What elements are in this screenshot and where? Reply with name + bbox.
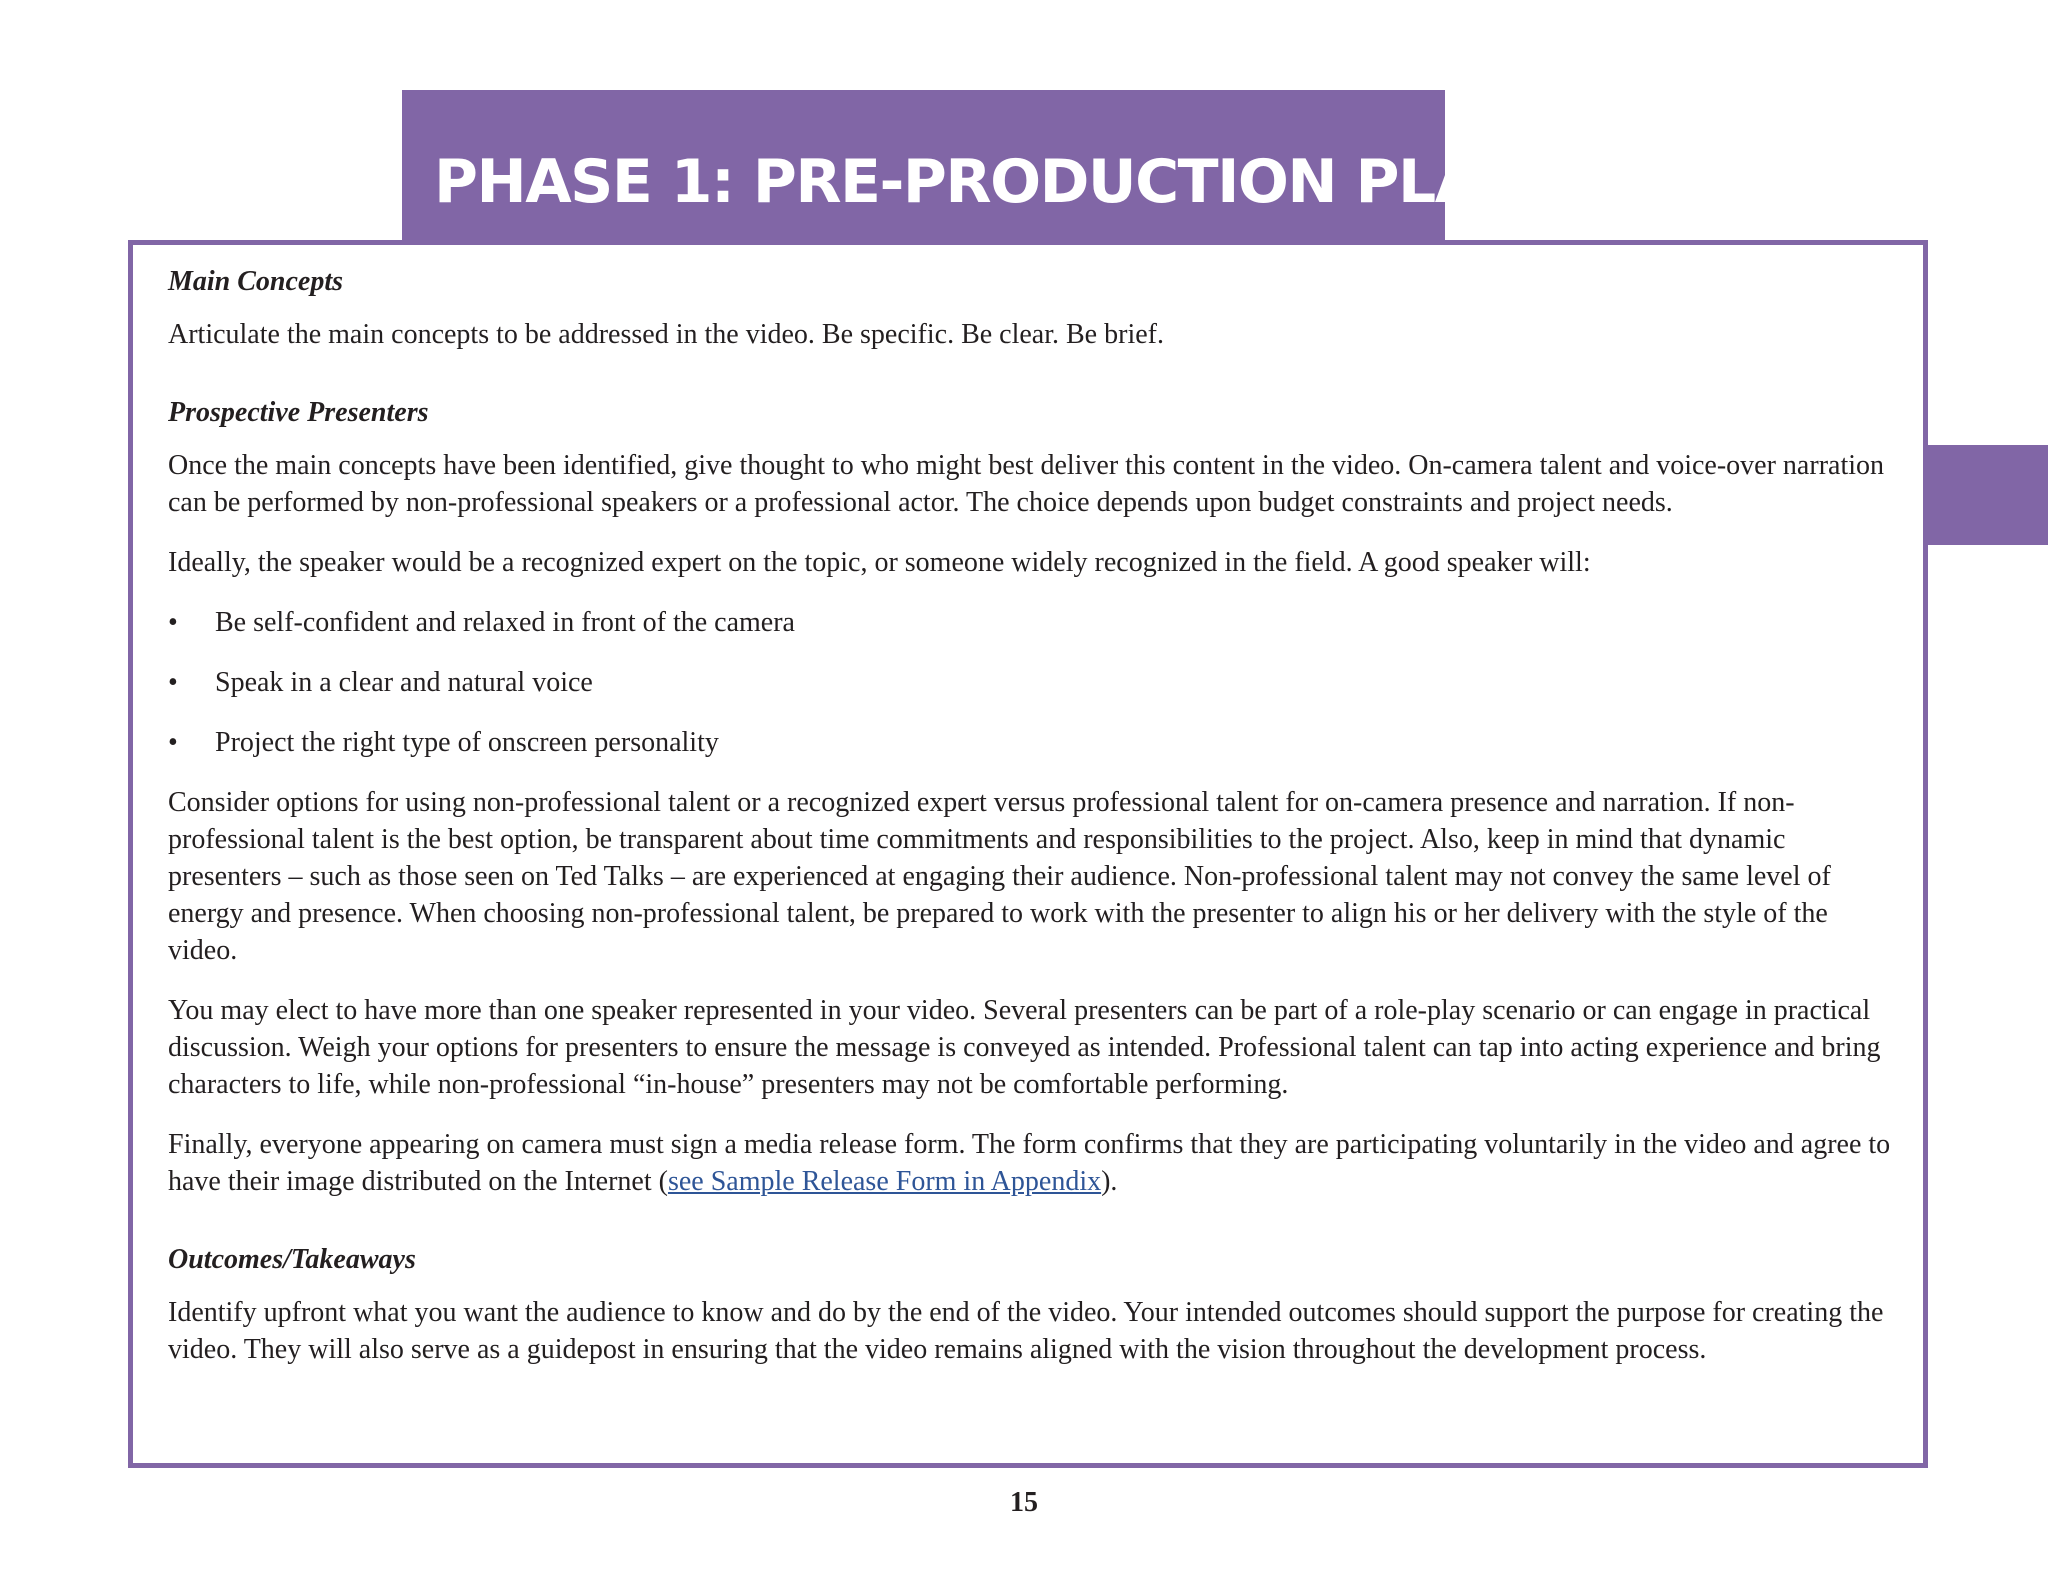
bullet-icon: • [168, 667, 178, 698]
speaker-qualities-list [168, 604, 1898, 761]
release-form-link[interactable]: see Sample Release Form in Appendix [667, 1166, 1102, 1197]
presenters-paragraph-4: You may elect to have more than one speaker represented in your video. Several presenters can be part of a role-play scenario or can engage in practical discussion. Weigh your options for presenters to ensure the message is conveyed as intended. Professional talent can tap into acting experience and bring characters to life, while non-professional “in-house” presenters may not be comfortable performing. [168, 995, 1881, 1100]
bullet-icon: • [168, 607, 178, 638]
release-form-text-end: ). [1101, 1166, 1118, 1197]
list-item [168, 604, 1898, 641]
outcomes-text: Identify upfront what you want the audience to know and do by the end of the video. Your intended outcomes should support the purpose for creating the video. They will also serve as a guidepost in ensuring that the video remains aligned with the vision throughout the development process. [168, 1297, 1884, 1365]
presenters-heading: Prospective Presenters [168, 397, 429, 428]
list-item-text: Be self-confident and relaxed in front of the camera [215, 607, 795, 638]
presenters-paragraph-3: Consider options for using non-professional talent or a recognized expert versus professional talent for on-camera presence and narration. If non-professional talent is the best option, be transparent about time commitments and responsibilities to the project. Also, keep in mind that dynamic presenters – such as those seen on Ted Talks – are experienced at engaging their audience. Non-professional talent may not convey the same level of energy and presence. When choosing non-professional talent, be prepared to work with the presenter to align his or her delivery with the style of the video. [168, 787, 1831, 966]
list-item-text: Project the right type of onscreen personality [215, 727, 719, 758]
release-form-text: Finally, everyone appearing on camera must sign a media release form. The form confirms that they are participating voluntarily in the video and agree to have their image distributed on the Internet ( [168, 1129, 1891, 1197]
side-tab-marker [1928, 445, 2048, 545]
content-body [168, 258, 1898, 1391]
bullet-icon: • [168, 727, 178, 758]
main-concepts-text: Articulate the main concepts to be addressed in the video. Be specific. Be clear. Be brief. [168, 319, 1164, 350]
main-concepts-heading: Main Concepts [168, 266, 344, 297]
list-item-text: Speak in a clear and natural voice [215, 667, 593, 698]
presenters-paragraph-1: Once the main concepts have been identified, give thought to who might best deliver this content in the video. On-camera talent and voice-over narration can be performed by non-professional speakers or a professional actor. The choice depends upon budget constraints and project needs. [168, 450, 1884, 518]
presenters-paragraph-5 [168, 1126, 1898, 1200]
page-number: 15 [1010, 1487, 1038, 1518]
outcomes-heading: Outcomes/Takeaways [168, 1244, 416, 1275]
page-title: PHASE 1: PRE-PRODUCTION PLANNING [434, 147, 1695, 217]
presenters-paragraph-2: Ideally, the speaker would be a recognized expert on the topic, or someone widely recognized in the field. A good speaker will: [168, 547, 1591, 578]
list-item [168, 724, 1898, 761]
list-item [168, 664, 1898, 701]
